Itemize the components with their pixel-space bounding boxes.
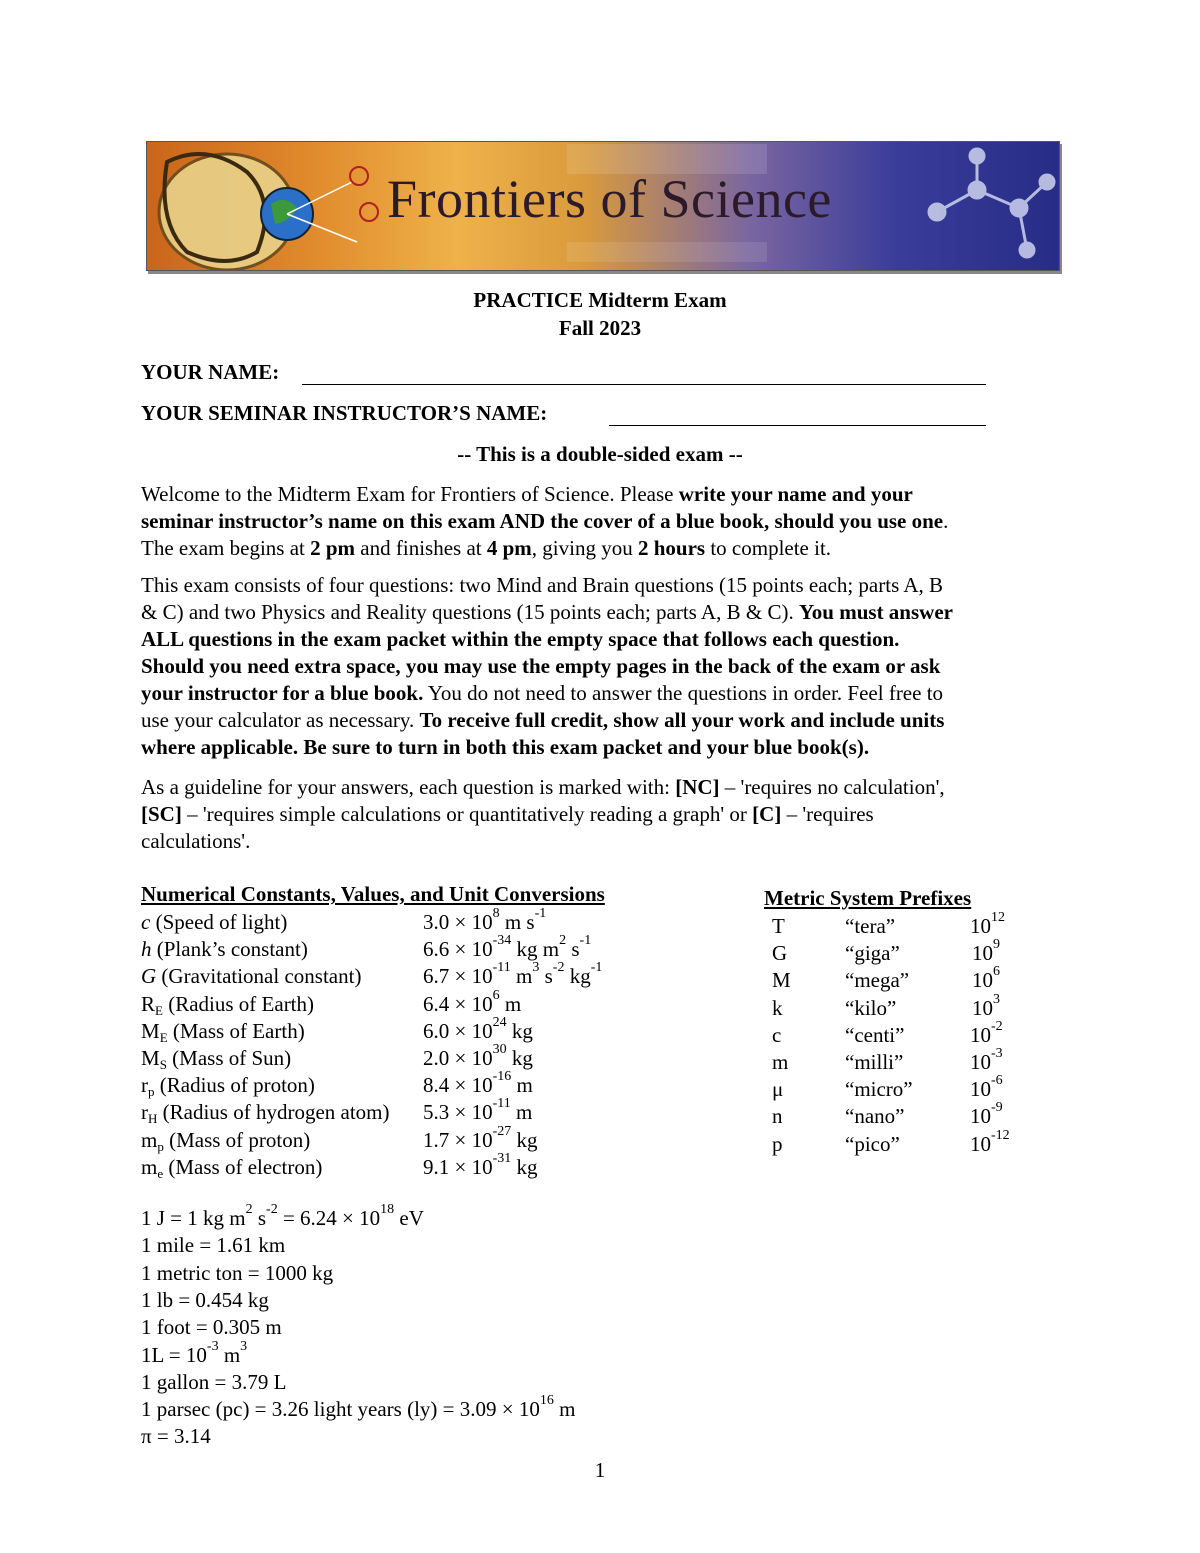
constant-symbol: r	[141, 1073, 148, 1098]
conversion-text: 1 gallon = 3.79 L	[141, 1369, 287, 1394]
value-unit: m s	[499, 910, 535, 934]
value-unit: m	[510, 1100, 533, 1125]
text-run: .	[943, 509, 949, 533]
text-run: use your calculator as necessary.	[141, 708, 420, 732]
text-run: – 'requires simple calculations or quantitatively reading a graph' or	[181, 802, 753, 826]
exam-title: PRACTICE Midterm Exam	[473, 288, 727, 312]
prefix-base: 10	[972, 995, 993, 1020]
name-label: YOUR NAME:	[141, 360, 280, 384]
constant-description: (Radius of hydrogen atom)	[157, 1100, 390, 1125]
conversion-exponent: 3	[240, 1338, 248, 1354]
value-unit: s	[566, 937, 580, 962]
prefix-base: 10	[970, 1022, 991, 1047]
conversion-text: 1 mile = 1.61 km	[141, 1233, 286, 1258]
prefix-exponent: -2	[991, 1018, 1003, 1034]
prefix-base: 10	[970, 914, 991, 938]
constant-name	[141, 1128, 310, 1153]
text-run-bold: your instructor for a blue book.	[141, 681, 424, 705]
prefix-name: “kilo”	[845, 995, 897, 1020]
exam-term: Fall 2023	[558, 316, 642, 340]
conversion-text: eV	[394, 1206, 424, 1230]
value-unit: m	[510, 964, 533, 989]
banner-title: Frontiers of Science	[387, 169, 832, 229]
prefix-exponent: 3	[993, 991, 1000, 1007]
constant-description: (Plank’s constant)	[151, 937, 308, 962]
constants-heading: Numerical Constants, Values, and Unit Conversions	[141, 882, 605, 906]
prefix-name: “micro”	[845, 1077, 913, 1102]
constant-value	[423, 960, 603, 989]
prefix-symbol: n	[772, 1104, 783, 1129]
prefix-value	[970, 910, 1005, 939]
text-run-bold: 2 hours	[637, 536, 706, 560]
constant-symbol: m	[141, 1127, 158, 1152]
conversion-line	[141, 1393, 576, 1422]
text-run: The exam begins at	[141, 536, 311, 560]
unit-exponent: 2	[559, 933, 567, 949]
constant-value	[423, 1042, 533, 1071]
constant-description: (Mass of proton)	[163, 1127, 311, 1152]
conversion-text: 1 foot = 0.305 m	[141, 1315, 282, 1340]
text-run-bold: 4 pm	[486, 536, 532, 560]
constant-value	[423, 1069, 533, 1098]
conversion-text: 1L = 10	[141, 1342, 207, 1367]
text-run: – 'requires no calculation',	[719, 775, 945, 799]
constant-value	[423, 987, 522, 1017]
value-exponent: 24	[492, 1014, 507, 1030]
name-blank-line[interactable]	[302, 384, 986, 385]
text-run-bold: ALL questions in the exam packet within the empty space that follows each question.	[141, 627, 900, 651]
value-unit: s	[539, 964, 553, 989]
intro-paragraph-1	[141, 481, 1059, 562]
prefix-name: “pico”	[845, 1131, 900, 1156]
conversion-line	[141, 1261, 333, 1286]
prefix-symbol: p	[772, 1131, 783, 1156]
conversion-line	[141, 1338, 248, 1368]
instructor-blank-line[interactable]	[609, 425, 986, 426]
value-exponent: -34	[492, 933, 512, 949]
prefix-symbol: m	[772, 1050, 789, 1074]
text-run: and finishes at	[355, 536, 487, 560]
prefixes-heading: Metric System Prefixes	[764, 886, 972, 910]
constant-name	[141, 937, 308, 962]
intro-paragraph-3	[141, 774, 1059, 855]
prefix-exponent: -3	[991, 1046, 1003, 1061]
constant-symbol: h	[141, 937, 152, 962]
conversion-text: 1 parsec (pc) = 3.26 light years (ly) = 3.09 × 10	[141, 1397, 540, 1422]
text-run-bold: where applicable. Be sure to turn in both this exam packet and your blue book(s).	[141, 735, 870, 759]
prefix-value	[970, 1100, 1003, 1129]
prefix-exponent: 9	[993, 937, 1000, 953]
prefix-name: “tera”	[845, 914, 896, 938]
prefix-value	[970, 1073, 1003, 1102]
value-exponent: 8	[492, 906, 500, 921]
text-run-bold: Should you need extra space, you may use the empty pages in the back of the exam or ask	[141, 654, 941, 678]
value-unit: m	[499, 991, 522, 1016]
constant-symbol: R	[141, 991, 156, 1016]
constant-symbol: c	[141, 910, 151, 934]
double-sided-notice: -- This is a double-sided exam --	[457, 442, 743, 466]
value-exponent: -11	[492, 1096, 511, 1112]
constant-value	[423, 1123, 538, 1153]
text-run-bold: seminar instructor’s name on this exam AND the cover of a blue book, should you use one	[141, 509, 944, 533]
conversion-exponent: -3	[206, 1338, 219, 1354]
constant-description: (Mass of electron)	[163, 1154, 323, 1179]
constant-description: (Mass of Earth)	[167, 1018, 305, 1043]
value-mantissa: 2.0 × 10	[423, 1046, 493, 1070]
prefix-value	[972, 964, 1000, 993]
value-unit: kg	[506, 1046, 533, 1070]
constant-symbol: r	[141, 1100, 148, 1125]
value-unit: kg m	[511, 937, 560, 962]
tag-nc: [NC]	[675, 775, 720, 799]
prefix-symbol: T	[772, 914, 785, 938]
conversion-line	[141, 1288, 269, 1313]
value-exponent: -27	[492, 1123, 512, 1139]
prefix-exponent: -9	[991, 1100, 1003, 1116]
value-exponent: 30	[492, 1042, 507, 1057]
constant-name	[141, 964, 361, 989]
constant-description: (Gravitational constant)	[156, 964, 362, 989]
text-run: to complete it.	[705, 536, 832, 560]
value-exponent: -16	[492, 1069, 512, 1085]
value-mantissa: 8.4 × 10	[423, 1073, 493, 1098]
prefix-base: 10	[970, 1077, 991, 1102]
prefix-value	[970, 1046, 1003, 1075]
constant-value	[423, 1014, 533, 1044]
prefix-value	[970, 1018, 1003, 1048]
constant-subscript: p	[157, 1138, 164, 1154]
prefix-exponent: -6	[991, 1073, 1003, 1089]
prefix-name: “nano”	[845, 1104, 905, 1129]
text-run: & C) and two Physics and Reality questions (15 points each; parts A, B & C).	[141, 600, 799, 624]
prefix-symbol: k	[772, 995, 783, 1020]
conversion-text: π = 3.14	[141, 1424, 211, 1449]
constant-description: (Speed of light)	[150, 910, 288, 934]
conversion-text: = 6.24 × 10	[277, 1206, 381, 1230]
value-unit: kg	[511, 1154, 538, 1179]
conversion-exponent: 16	[539, 1393, 554, 1409]
prefix-base: 10	[970, 1050, 991, 1074]
prefix-base: 10	[972, 941, 993, 966]
conversion-text: 1 J = 1 kg m	[141, 1206, 246, 1230]
constant-symbol: M	[141, 1046, 160, 1070]
constant-subscript: H	[148, 1111, 158, 1127]
conversion-text: 1 lb = 0.454 kg	[141, 1287, 269, 1312]
instructor-label: YOUR SEMINAR INSTRUCTOR’S NAME:	[141, 401, 548, 425]
conversion-line	[141, 1202, 424, 1231]
value-mantissa: 6.0 × 10	[423, 1018, 493, 1043]
constant-description: (Mass of Sun)	[166, 1046, 292, 1070]
constant-symbol: G	[141, 964, 157, 989]
conversion-line	[141, 1370, 286, 1395]
prefix-base: 10	[970, 1104, 991, 1129]
constant-description: (Radius of Earth)	[162, 991, 315, 1016]
value-exponent: -11	[492, 960, 511, 976]
prefix-symbol: G	[772, 941, 788, 966]
tag-sc: [SC]	[141, 802, 182, 826]
prefix-symbol: μ	[772, 1077, 784, 1102]
conversion-line	[141, 1233, 285, 1258]
value-mantissa: 1.7 × 10	[423, 1127, 493, 1152]
conversion-text: 1 metric ton = 1000 kg	[141, 1260, 334, 1285]
prefix-name: “mega”	[845, 968, 910, 993]
text-run-bold: To receive full credit, show all your work and include units	[419, 708, 945, 732]
text-run: – 'requires	[781, 802, 874, 826]
value-unit: kg	[511, 1127, 538, 1152]
value-unit: m	[511, 1073, 533, 1098]
prefix-name: “centi”	[845, 1022, 905, 1047]
course-banner	[146, 141, 1060, 271]
value-unit: kg	[564, 964, 591, 989]
prefix-exponent: 6	[993, 964, 1000, 980]
prefix-symbol: M	[772, 968, 791, 993]
constant-name	[141, 1100, 390, 1125]
conversion-text: s	[252, 1206, 267, 1230]
constant-value	[423, 1150, 538, 1180]
prefix-value	[970, 1127, 1010, 1157]
constant-name	[141, 1046, 291, 1071]
text-run-bold: 2 pm	[310, 536, 356, 560]
prefix-base: 10	[970, 1131, 991, 1156]
unit-exponent: -1	[534, 906, 547, 921]
constant-value	[423, 1096, 533, 1125]
text-run: As a guideline for your answers, each question is marked with:	[141, 775, 676, 799]
conversion-line	[141, 1424, 211, 1449]
prefix-exponent: 12	[991, 910, 1005, 925]
text-run-bold: write your name and your	[678, 482, 913, 506]
text-run: calculations'.	[141, 829, 251, 853]
constant-subscript: E	[159, 1029, 168, 1045]
conversion-text: m	[553, 1397, 576, 1422]
prefix-name: “giga”	[845, 941, 900, 966]
value-exponent: -31	[492, 1150, 512, 1166]
conversion-line	[141, 1315, 282, 1340]
constant-description: (Radius of proton)	[154, 1073, 315, 1098]
conversion-exponent: 2	[245, 1202, 253, 1217]
constant-symbol: m	[141, 1154, 158, 1179]
page-number: 1	[594, 1458, 606, 1482]
value-unit: kg	[506, 1018, 533, 1043]
value-mantissa: 3.0 × 10	[423, 910, 493, 934]
conversion-exponent: 18	[380, 1202, 395, 1217]
constant-name	[141, 992, 314, 1017]
text-run: , giving you	[531, 536, 638, 560]
constant-symbol: M	[141, 1018, 160, 1043]
prefix-exponent: -12	[991, 1127, 1010, 1143]
value-mantissa: 9.1 × 10	[423, 1154, 493, 1179]
prefix-value	[972, 991, 1000, 1021]
constant-value	[423, 906, 547, 935]
conversion-text: m	[218, 1342, 241, 1367]
conversion-exponent: -2	[266, 1202, 278, 1217]
value-mantissa: 6.6 × 10	[423, 937, 493, 962]
constant-name	[141, 910, 287, 935]
intro-paragraph-2	[141, 572, 1059, 761]
prefix-base: 10	[972, 968, 993, 993]
tag-c: [C]	[752, 802, 782, 826]
constant-subscript: e	[157, 1165, 164, 1181]
prefix-symbol: c	[772, 1022, 782, 1047]
text-run: This exam consists of four questions: two Mind and Brain questions (15 points each; parts A, B	[141, 573, 943, 597]
value-mantissa: 6.4 × 10	[423, 991, 493, 1016]
unit-exponent: -2	[552, 960, 565, 976]
text-run-bold: You must answer	[798, 600, 953, 624]
text-run: You do not need to answer the questions in order. Feel free to	[423, 681, 944, 705]
prefix-name: “milli”	[845, 1050, 904, 1074]
unit-exponent: -1	[590, 960, 603, 976]
prefix-value	[972, 937, 1000, 966]
constant-subscript: S	[159, 1057, 167, 1072]
value-exponent: 6	[492, 987, 500, 1003]
unit-exponent: -1	[579, 933, 592, 949]
constant-name	[141, 1019, 305, 1044]
constant-name	[141, 1155, 322, 1180]
constant-subscript: E	[155, 1002, 163, 1018]
constant-subscript: p	[148, 1084, 155, 1100]
constant-name	[141, 1073, 315, 1098]
value-mantissa: 5.3 × 10	[423, 1100, 493, 1125]
text-run: Welcome to the Midterm Exam for Frontiers of Science. Please	[141, 482, 679, 506]
value-mantissa: 6.7 × 10	[423, 964, 493, 989]
unit-exponent: 3	[532, 960, 540, 976]
constant-value	[423, 933, 592, 962]
